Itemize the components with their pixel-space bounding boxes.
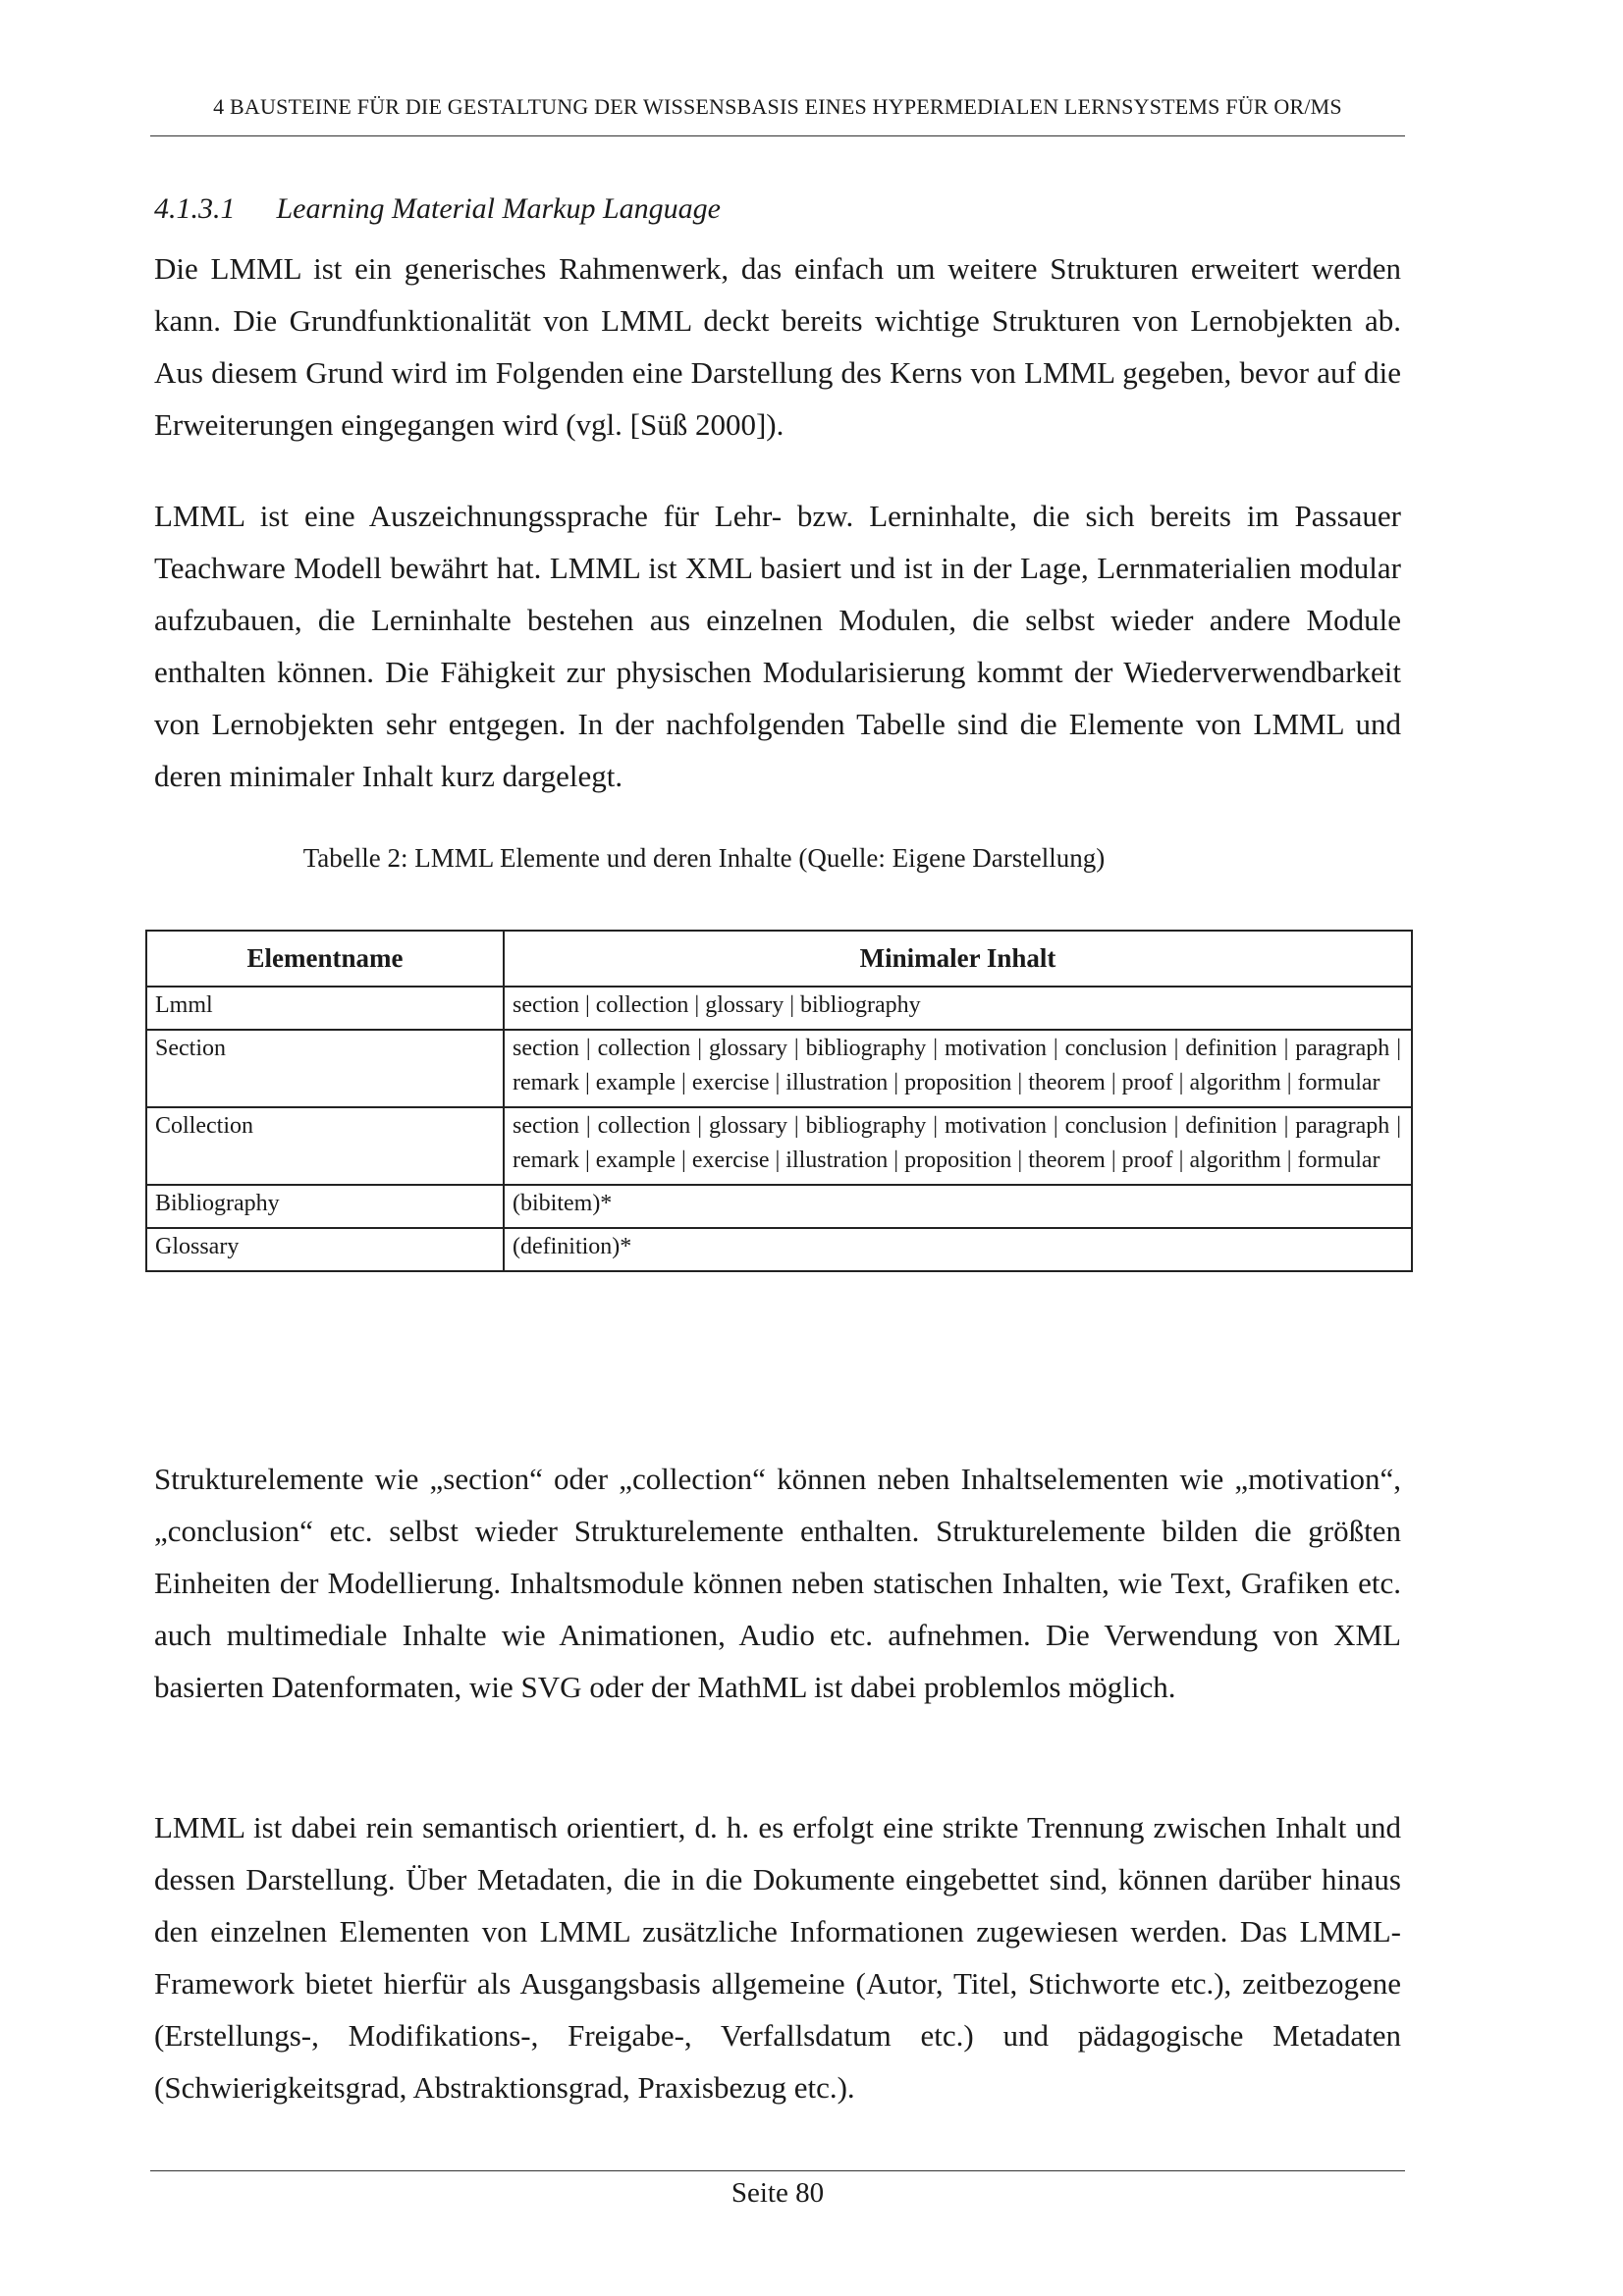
table-header-cell: Minimaler Inhalt [504, 931, 1412, 987]
table-row [146, 1228, 1412, 1271]
element-name-cell: Glossary [146, 1228, 504, 1271]
page-number: Seite 80 [730, 2177, 825, 2209]
element-name-cell: Bibliography [146, 1185, 504, 1228]
running-header [150, 94, 1405, 120]
table-row [146, 1030, 1412, 1107]
minimal-content-cell: (bibitem)* [504, 1185, 1412, 1228]
paragraph-intro: Die LMML ist ein generisches Rahmenwerk, das einfach um weitere Strukturen erweitert werden kann. Die Grundfunktionalität von LMML deckt bereits wichtige Strukturen von Lernobjekten ab. Aus diesem Grund wird im Folgenden eine Darstellung des Kerns von LMML gegeben, bevor auf die Erweiterungen eingegangen wird (vgl. [Süß 2000]). [154, 251, 1401, 442]
minimal-content-cell: section | collection | glossary | bibliography | motivation | conclusion | definition | paragraph | remark | example | exercise | illustration | proposition | theorem | proof | algorithm | formular [504, 1107, 1412, 1185]
minimal-content-cell: section | collection | glossary | bibliography [504, 987, 1412, 1030]
table-caption: Tabelle 2: LMML Elemente und deren Inhalte (Quelle: Eigene Darstellung) [302, 843, 1106, 873]
table-row [146, 1185, 1412, 1228]
element-name-cell: Lmml [146, 987, 504, 1030]
minimal-content-cell: (definition)* [504, 1228, 1412, 1271]
paragraph-lmml-description: LMML ist eine Auszeichnungssprache für Lehr- bzw. Lerninhalte, die sich bereits im Passauer Teachware Modell bewährt hat. LMML ist XML basiert und ist in der Lage, Lernmaterialien modular aufzubauen, die Lerninhalte bestehen aus einzelnen Modulen, die selbst wieder andere Module enthalten können. Die Fähigkeit zur physischen Modularisierung kommt der Wiederverwendbarkeit von Lernobjekten sehr entgegen. In der nachfolgenden Tabelle sind die Elemente von LMML und deren minimaler Inhalt kurz dargelegt. [154, 499, 1401, 793]
paragraph-metadata: LMML ist dabei rein semantisch orientiert, d. h. es erfolgt eine strikte Trennung zwischen Inhalt und dessen Darstellung. Über Metadaten, die in die Dokumente eingebettet sind, können darüber hinaus den einzelnen Elementen von LMML zusätzliche Informationen zugewiesen werden. Das LMML-Framework bietet hierfür als Ausgangsbasis allgemeine (Autor, Titel, Stichworte etc.), zeitbezogene (Erstellungs-, Modifikations-, Freigabe-, Verfallsdatum etc.) und pädagogische Metadaten (Schwierigkeitsgrad, Abstraktionsgrad, Praxisbezug etc.). [154, 1810, 1401, 2105]
lmml-elements-table [145, 930, 1413, 1272]
header-rule [150, 135, 1405, 136]
section-title: Learning Material Markup Language [276, 192, 721, 225]
table-header-row [146, 931, 1412, 987]
running-header-text: 4 BAUSTEINE FÜR DIE GESTALTUNG DER WISSENSBASIS EINES HYPERMEDIALEN LERNSYSTEMS FÜR OR/MS [213, 94, 1342, 119]
table-row [146, 1107, 1412, 1185]
minimal-content-cell: section | collection | glossary | bibliography | motivation | conclusion | definition | paragraph | remark | example | exercise | illustration | proposition | theorem | proof | algorithm | formular [504, 1030, 1412, 1107]
section-heading [154, 192, 721, 226]
paragraph-structure-elements: Strukturelemente wie „section“ oder „collection“ können neben Inhaltselementen wie „motivation“, „conclusion“ etc. selbst wieder Strukturelemente enthalten. Strukturelemente bilden die größten Einheiten der Modellierung. Inhaltsmodule können neben statischen Inhalten, wie Text, Grafiken etc. auch multimediale Inhalte wie Animationen, Audio etc. aufnehmen. Die Verwendung von XML basierten Datenformaten, wie SVG oder der MathML ist dabei problemlos möglich. [154, 1462, 1401, 1704]
element-name-cell: Section [146, 1030, 504, 1107]
section-number: 4.1.3.1 [154, 192, 236, 225]
table-header-cell: Elementname [146, 931, 504, 987]
footer-rule [150, 2170, 1405, 2171]
table-row [146, 987, 1412, 1030]
element-name-cell: Collection [146, 1107, 504, 1185]
